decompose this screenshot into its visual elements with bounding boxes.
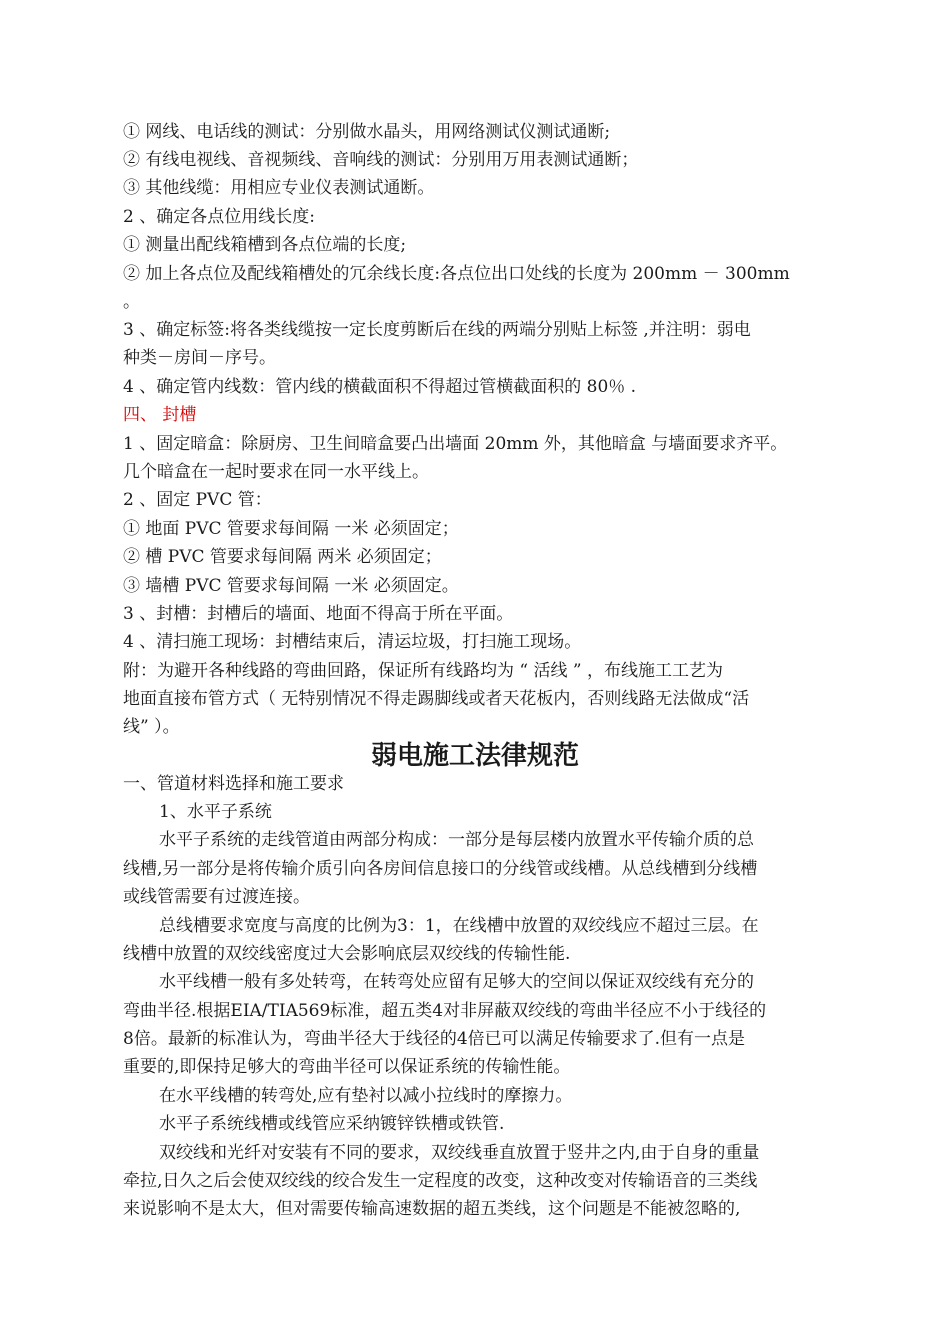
law-para-6-line-1: 双绞线和光纤对安装有不同的要求，双绞线垂直放置于竖井之内,由于自身的重量 <box>159 1143 760 1163</box>
step-2-item-2: ② 加上各点位及配线箱槽处的冗余线长度:各点位出口处线的长度为 200mm － 300mm <box>123 264 790 284</box>
seal-item-2-b: ② 槽 PVC 管要求每间隔 两米 必须固定； <box>123 547 442 567</box>
section-heading-seal-slot: 四、 封槽 <box>123 405 197 425</box>
seal-item-4: 4 、清扫施工现场：封槽结束后，清运垃圾，打扫施工现场。 <box>123 632 582 652</box>
step-2-item-2-cont: 。 <box>123 292 140 312</box>
law-para-6-line-3: 来说影响不是太大，但对需要传输高速数据的超五类线，这个问题是不能被忽略的, <box>123 1199 741 1219</box>
law-para-3-line-2: 弯曲半径.根据EIA/TIA569标准，超五类4对非屏蔽双绞线的弯曲半径应不小于线径的 <box>123 1001 767 1021</box>
step-2-heading: 2 、确定各点位用线长度: <box>123 207 315 227</box>
step-2-item-1: ① 测量出配线箱槽到各点位端的长度; <box>123 235 407 255</box>
law-heading-1: 一、管道材料选择和施工要求 <box>123 774 344 794</box>
seal-item-2: 2 、固定 PVC 管： <box>123 490 272 510</box>
document-title: 弱电施工法律规范 <box>370 741 579 771</box>
appendix-line-2: 地面直接布管方式（ 无特别情况不得走踢脚线或者天花板内，否则线路无法做成“活 <box>123 689 750 709</box>
law-para-1-line-2: 线槽,另一部分是将传输介质引向各房间信息接口的分线管或线槽。从总线槽到分线槽 <box>123 859 758 879</box>
law-para-4-line-1: 在水平线槽的转弯处,应有垫衬以减小拉线时的摩擦力。 <box>159 1086 573 1106</box>
law-para-5-line-1: 水平子系统线槽或线管应采纳镀锌铁槽或铁管. <box>159 1114 505 1134</box>
step-3-line-cont: 种类－房间－序号。 <box>123 348 276 368</box>
seal-item-2-c: ③ 墙槽 PVC 管要求每间隔 一米 必须固定。 <box>123 576 459 596</box>
seal-item-1: 1 、固定暗盒：除厨房、卫生间暗盒要凸出墙面 20mm 外，其他暗盒 与墙面要求齐平。 <box>123 434 788 454</box>
appendix-line-1: 附：为避开各种线路的弯曲回路，保证所有线路均为 “ 活线 ” ，布线施工工艺为 <box>123 661 723 681</box>
law-para-2-line-2: 线槽中放置的双绞线密度过大会影响底层双绞线的传输性能. <box>123 944 571 964</box>
test-other-line: ③ 其他线缆：用相应专业仪表测试通断。 <box>123 178 435 198</box>
law-para-1-line-3: 或线管需要有过渡连接。 <box>123 887 310 907</box>
law-para-3-line-3: 8倍。最新的标准认为，弯曲半径大于线径的4倍已可以满足传输要求了.但有一点是 <box>123 1029 746 1049</box>
seal-item-1-cont: 几个暗盒在一起时要求在同一水平线上。 <box>123 462 429 482</box>
step-4-line: 4 、确定管内线数：管内线的横截面积不得超过管横截面积的 80％ . <box>123 377 637 397</box>
law-para-3-line-1: 水平线槽一般有多处转弯，在转弯处应留有足够大的空间以保证双绞线有充分的 <box>159 972 754 992</box>
step-3-line: 3 、确定标签:将各类线缆按一定长度剪断后在线的两端分别贴上标签 ,并注明：弱电 <box>123 320 751 340</box>
test-network-line: ① 网线、电话线的测试：分别做水晶头，用网络测试仪测试通断; <box>123 122 611 142</box>
seal-item-3: 3 、封槽：封槽后的墙面、地面不得高于所在平面。 <box>123 604 514 624</box>
test-tv-av-line: ② 有线电视线、音视频线、音响线的测试：分别用万用表测试通断； <box>123 150 639 170</box>
law-heading-2: 1、水平子系统 <box>159 802 272 822</box>
appendix-line-3: 线” ）。 <box>123 717 180 737</box>
law-para-2-line-1: 总线槽要求宽度与高度的比例为3：1，在线槽中放置的双绞线应不超过三层。在 <box>159 916 759 936</box>
law-para-3-line-4: 重要的,即保持足够大的弯曲半径可以保证系统的传输性能。 <box>123 1057 571 1077</box>
seal-item-2-a: ① 地面 PVC 管要求每间隔 一米 必须固定； <box>123 519 459 539</box>
law-para-6-line-2: 牵拉,日久之后会使双绞线的绞合发生一定程度的改变，这种改变对传输语音的三类线 <box>123 1171 758 1191</box>
law-para-1-line-1: 水平子系统的走线管道由两部分构成：一部分是每层楼内放置水平传输介质的总 <box>159 830 754 850</box>
